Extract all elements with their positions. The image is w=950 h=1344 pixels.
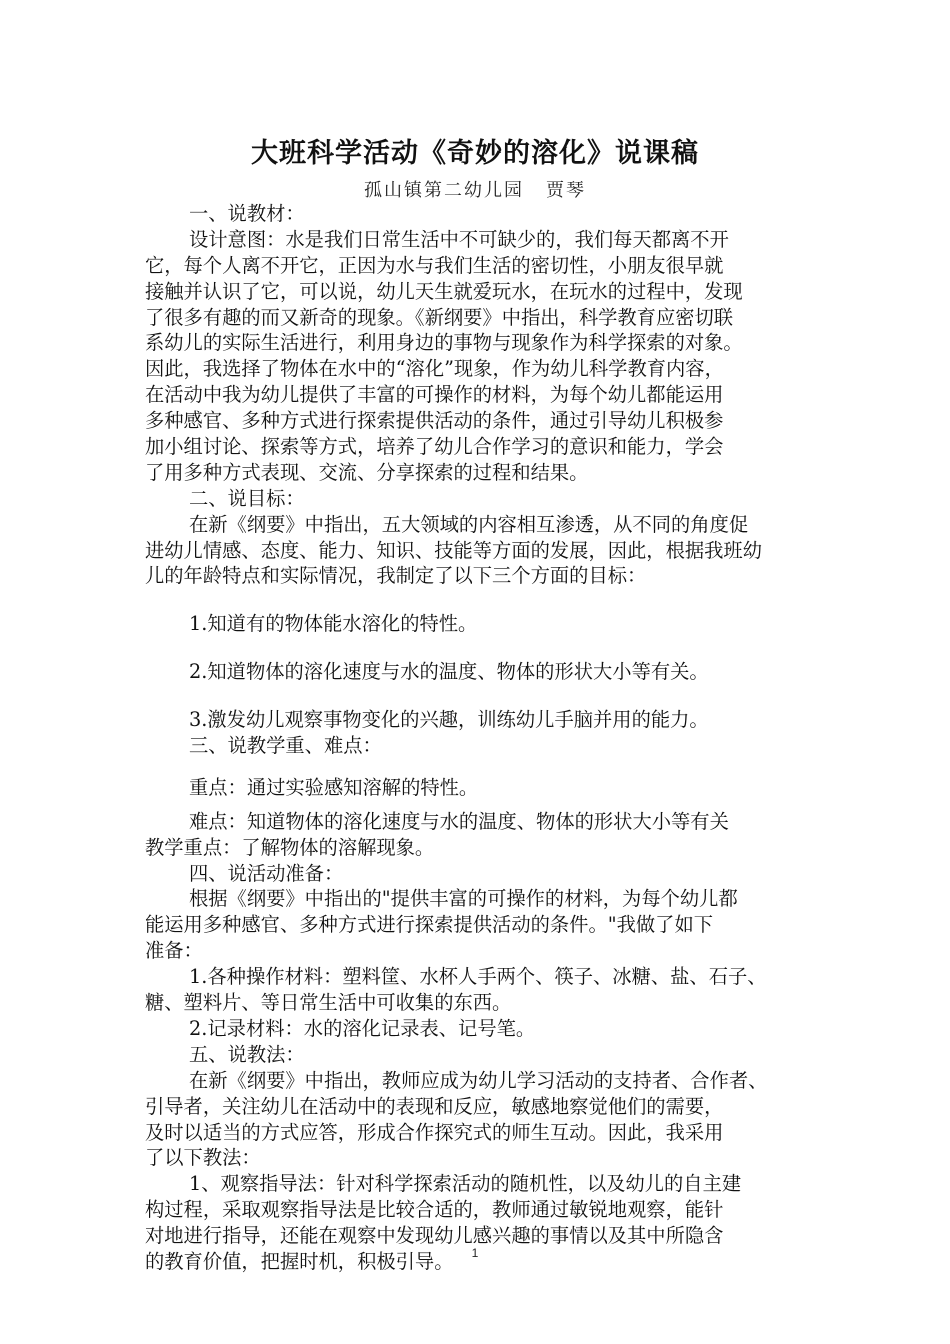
author-name: 贾琴 bbox=[546, 180, 586, 201]
paragraph-line: 能运用多种感官、多种方式进行探索提供活动的条件。"我做了如下 bbox=[145, 913, 714, 937]
paragraph-line: 进幼儿情感、态度、能力、知识、技能等方面的发展，因此，根据我班幼 bbox=[145, 538, 762, 562]
paragraph-line: 它，每个人离不开它，正因为水与我们生活的密切性，小朋友很早就 bbox=[145, 253, 724, 277]
paragraph-line: 在活动中我为幼儿提供了丰富的可操作的材料，为每个幼儿都能运用 bbox=[145, 383, 724, 407]
section-heading: 四、说活动准备： bbox=[189, 861, 344, 885]
paragraph-line: 了用多种方式表现、交流、分享探索的过程和结果。 bbox=[145, 460, 589, 484]
author-school: 孤山镇第二幼儿园 bbox=[364, 180, 524, 201]
paragraph-line: 接触并认识了它，可以说，幼儿天生就爱玩水，在玩水的过程中，发现 bbox=[145, 279, 743, 303]
paragraph-line: 准备： bbox=[145, 939, 203, 963]
difficult-point: 难点：知道物体的溶化速度与水的温度、物体的形状大小等有关 bbox=[189, 809, 729, 833]
paragraph-line: 在新《纲要》中指出，教师应成为幼儿学习活动的支持者、合作者、 bbox=[189, 1068, 768, 1092]
section-heading: 三、说教学重、难点： bbox=[189, 734, 382, 758]
method-line: 的教育价值，把握时机，积极引导。 bbox=[145, 1249, 454, 1273]
material-item: 糖、塑料片、等日常生活中可收集的东西。 bbox=[145, 991, 512, 1015]
paragraph-line: 系幼儿的实际生活进行，利用身边的事物与现象作为科学探索的对象。 bbox=[145, 331, 743, 355]
teaching-focus: 教学重点：了解物体的溶解现象。 bbox=[145, 835, 435, 859]
paragraph-line: 在新《纲要》中指出，五大领域的内容相互渗透，从不同的角度促 bbox=[189, 512, 749, 536]
paragraph-line: 多种感官、多种方式进行探索提供活动的条件，通过引导幼儿积极参 bbox=[145, 409, 724, 433]
key-point: 重点：通过实验感知溶解的特性。 bbox=[189, 775, 479, 799]
method-line: 构过程，采取观察指导法是比较合适的，教师通过敏锐地观察，能针 bbox=[145, 1198, 724, 1222]
document-body bbox=[145, 201, 810, 1275]
page-number: 1 bbox=[471, 1246, 479, 1260]
goal-item: 3.激发幼儿观察事物变化的兴趣，训练幼儿手脑并用的能力。 bbox=[189, 708, 709, 732]
paragraph-line: 加小组讨论、探索等方式，培养了幼儿合作学习的意识和能力，学会 bbox=[145, 435, 724, 459]
author-line bbox=[0, 176, 950, 202]
section-heading: 一、说教材： bbox=[189, 202, 305, 225]
paragraph-line: 儿的年龄特点和实际情况，我制定了以下三个方面的目标： bbox=[145, 564, 647, 588]
paragraph-line: 及时以适当的方式应答，形成合作探究式的师生互动。因此，我采用 bbox=[145, 1120, 724, 1144]
section-heading: 二、说目标： bbox=[189, 486, 305, 510]
section-heading: 五、说教法： bbox=[189, 1042, 305, 1066]
material-item: 1.各种操作材料：塑料筐、水杯人手两个、筷子、冰糖、盐、石子、 bbox=[189, 965, 767, 989]
paragraph-line: 了很多有趣的而又新奇的现象。《新纲要》中指出，科学教育应密切联 bbox=[145, 305, 734, 329]
document-title: 大班科学活动《奇妙的溶化》说课稿 bbox=[251, 138, 699, 169]
paragraph-line: 根据《纲要》中指出的"提供丰富的可操作的材料，为每个幼儿都 bbox=[189, 887, 738, 911]
goal-item: 2.知道物体的溶化速度与水的温度、物体的形状大小等有关。 bbox=[189, 660, 709, 684]
goal-item: 1.知道有的物体能水溶化的特性。 bbox=[189, 612, 478, 636]
material-item: 2.记录材料：水的溶化记录表、记号笔。 bbox=[189, 1016, 536, 1040]
paragraph-line: 引导者，关注幼儿在活动中的表现和反应，敏感地察觉他们的需要， bbox=[145, 1094, 724, 1118]
method-line: 对地进行指导，还能在观察中发现幼儿感兴趣的事情以及其中所隐含 bbox=[145, 1224, 724, 1248]
method-line: 1、观察指导法：针对科学探索活动的随机性，以及幼儿的自主建 bbox=[189, 1172, 742, 1196]
paragraph-line: 设计意图：水是我们日常生活中不可缺少的，我们每天都离不开 bbox=[189, 227, 729, 251]
paragraph-line: 因此，我选择了物体在水中的“溶化”现象，作为幼儿科学教育内容， bbox=[145, 357, 724, 381]
paragraph-line: 了以下教法： bbox=[145, 1146, 261, 1170]
